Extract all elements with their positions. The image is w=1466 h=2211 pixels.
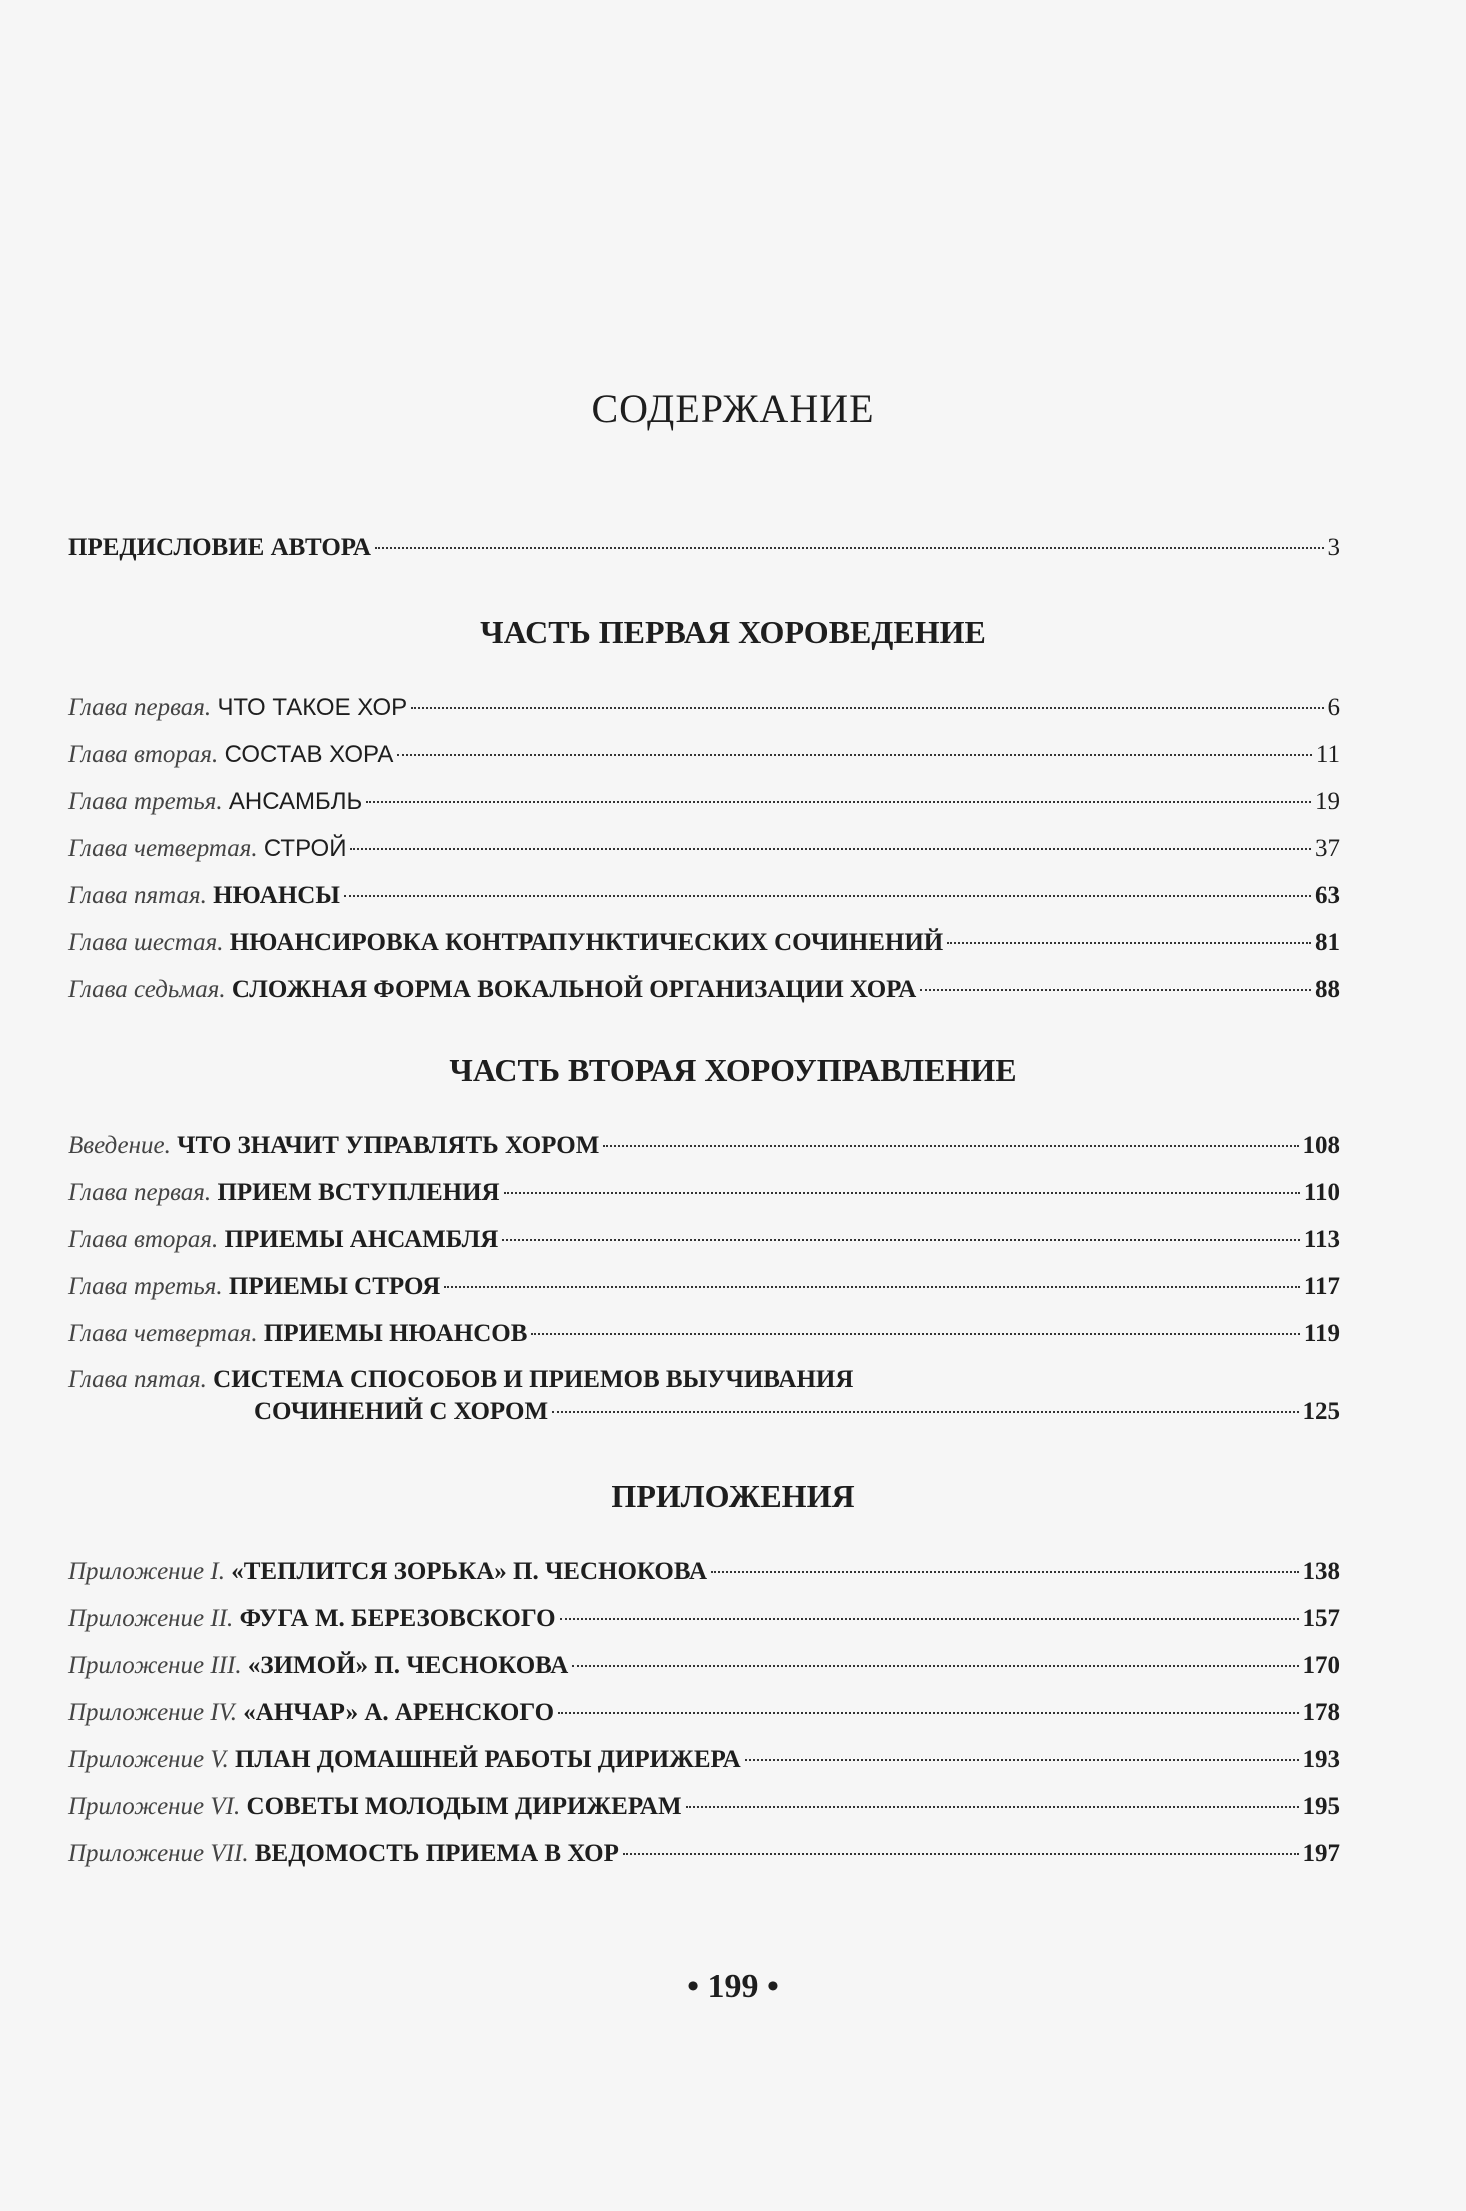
toc-entry [68, 692, 1340, 724]
entry-title: «АНЧАР» А. АРЕНСКОГО [243, 1699, 555, 1726]
entry-title: ВЕДОМОСТЬ ПРИЕМА В ХОР [254, 1840, 619, 1867]
page-number: 88 [1315, 976, 1340, 1003]
page-number: 138 [1302, 1558, 1340, 1585]
dot-leader [366, 801, 1311, 803]
page-number: 170 [1302, 1652, 1340, 1679]
page-number: 19 [1315, 788, 1340, 815]
part1-heading: ЧАСТЬ ПЕРВАЯ ХОРОВЕДЕНИЕ [480, 614, 986, 650]
appendix-heading: ПРИЛОЖЕНИЯ [611, 1478, 855, 1514]
dot-leader [397, 754, 1312, 756]
page-number: 193 [1302, 1746, 1340, 1773]
entry-prefix: Приложение III. [68, 1652, 242, 1679]
entry-prefix: Глава первая. [68, 694, 212, 721]
dot-leader [686, 1806, 1299, 1808]
dot-leader [531, 1333, 1299, 1335]
entry-label: ПРЕДИСЛОВИЕ АВТОРА [68, 534, 371, 561]
page-number: 81 [1315, 929, 1340, 956]
page-number: 108 [1302, 1132, 1340, 1159]
entry-title: НЮАНСИРОВКА КОНТРАПУНКТИЧЕСКИХ СОЧИНЕНИЙ [229, 929, 944, 956]
toc-entry [68, 1224, 1340, 1256]
toc-entry [68, 739, 1340, 771]
entry-prefix: Приложение VII. [68, 1840, 249, 1867]
page-number: 197 [1302, 1840, 1340, 1867]
toc-entry [68, 1650, 1340, 1682]
dot-leader [375, 547, 1324, 549]
toc-entry [68, 1791, 1340, 1823]
entry-title: ПРИЕМЫ АНСАМБЛЯ [224, 1226, 499, 1253]
page-number: 125 [1302, 1398, 1340, 1425]
entry-title: ПРИЕМЫ СТРОЯ [228, 1273, 441, 1300]
toc-entry-continuation [254, 1396, 1340, 1428]
page-number: 63 [1315, 882, 1340, 909]
entry-prefix: Глава третья. [68, 1273, 223, 1300]
entry-title: СТРОЙ [263, 835, 347, 862]
toc-entry [68, 1603, 1340, 1635]
entry-title: СОСТАВ ХОРА [224, 741, 394, 768]
page-number: 113 [1303, 1226, 1340, 1253]
dot-leader [344, 895, 1311, 897]
toc-entry [68, 880, 1340, 912]
dot-leader [560, 1618, 1299, 1620]
toc-entry [68, 1318, 1340, 1350]
entry-title: ПРИЕМЫ НЮАНСОВ [263, 1320, 528, 1347]
toc-entry [68, 1177, 1340, 1209]
entry-prefix: Глава третья. [68, 788, 223, 815]
dot-leader [558, 1712, 1298, 1714]
dot-leader [947, 942, 1311, 944]
toc-entry-multiline [68, 1364, 1340, 1396]
dot-leader [623, 1853, 1299, 1855]
toc-entry [68, 1271, 1340, 1303]
page-folio: • 199 • [687, 1968, 779, 2005]
entry-title: ПРИЕМ ВСТУПЛЕНИЯ [217, 1179, 500, 1206]
entry-prefix: Приложение I. [68, 1558, 225, 1585]
page-number: 11 [1315, 741, 1340, 768]
entry-prefix: Глава седьмая. [68, 976, 226, 1003]
entry-title: НЮАНСЫ [213, 882, 340, 909]
entry-title: АНСАМБЛЬ [228, 788, 363, 815]
page-number: 6 [1327, 694, 1340, 721]
page-title: СОДЕРЖАНИЕ [591, 386, 875, 431]
entry-title: «ЗИМОЙ» П. ЧЕСНОКОВА [247, 1652, 569, 1679]
toc-entry-preface [68, 532, 1340, 564]
page-number: 3 [1327, 534, 1340, 561]
part2-heading: ЧАСТЬ ВТОРАЯ ХОРОУПРАВЛЕНИЕ [449, 1052, 1017, 1088]
entry-prefix: Приложение IV. [68, 1699, 238, 1726]
toc-entry [68, 1838, 1340, 1870]
entry-title: ФУГА М. БЕРЕЗОВСКОГО [239, 1605, 556, 1632]
entry-prefix: Глава четвертая. [68, 1320, 258, 1347]
dot-leader [603, 1145, 1298, 1147]
page-number: 157 [1302, 1605, 1340, 1632]
dot-leader [444, 1286, 1300, 1288]
entry-prefix: Глава вторая. [68, 741, 219, 768]
entry-prefix: Приложение V. [68, 1746, 229, 1773]
page-number: 178 [1302, 1699, 1340, 1726]
toc-entry [68, 1697, 1340, 1729]
entry-title: СОВЕТЫ МОЛОДЫМ ДИРИЖЕРАМ [246, 1793, 682, 1820]
toc-entry [68, 927, 1340, 959]
entry-title-cont: СОЧИНЕНИЙ С ХОРОМ [254, 1398, 549, 1425]
entry-prefix: Глава четвертая. [68, 835, 258, 862]
entry-title: СИСТЕМА СПОСОБОВ И ПРИЕМОВ ВЫУЧИВАНИЯ [213, 1366, 854, 1393]
dot-leader [350, 848, 1311, 850]
page-number: 117 [1303, 1273, 1340, 1300]
dot-leader [504, 1192, 1300, 1194]
page-number: 37 [1315, 835, 1340, 862]
page-number: 119 [1303, 1320, 1340, 1347]
dot-leader [920, 989, 1311, 991]
toc-entry [68, 1744, 1340, 1776]
entry-prefix: Введение. [68, 1132, 171, 1159]
entry-prefix: Глава первая. [68, 1179, 212, 1206]
dot-leader [502, 1239, 1300, 1241]
dot-leader [745, 1759, 1299, 1761]
entry-prefix: Глава шестая. [68, 929, 224, 956]
entry-title: ПЛАН ДОМАШНЕЙ РАБОТЫ ДИРИЖЕРА [234, 1746, 741, 1773]
entry-prefix: Глава вторая. [68, 1226, 219, 1253]
entry-prefix: Глава пятая. [68, 882, 207, 909]
toc-entry [68, 974, 1340, 1006]
entry-title: ЧТО ТАКОЕ ХОР [217, 694, 408, 721]
toc-entry [68, 786, 1340, 818]
toc-entry [68, 1130, 1340, 1162]
entry-title: «ТЕПЛИТСЯ ЗОРЬКА» П. ЧЕСНОКОВА [231, 1558, 708, 1585]
entry-prefix: Приложение VI. [68, 1793, 241, 1820]
entry-prefix: Приложение II. [68, 1605, 234, 1632]
toc-entry [68, 833, 1340, 865]
page-number: 195 [1302, 1793, 1340, 1820]
dot-leader [711, 1571, 1298, 1573]
dot-leader [572, 1665, 1298, 1667]
dot-leader [411, 707, 1323, 709]
page-number: 110 [1303, 1179, 1340, 1206]
dot-leader [552, 1411, 1298, 1413]
toc-entry [68, 1556, 1340, 1588]
entry-title: ЧТО ЗНАЧИТ УПРАВЛЯТЬ ХОРОМ [177, 1132, 600, 1159]
entry-title: СЛОЖНАЯ ФОРМА ВОКАЛЬНОЙ ОРГАНИЗАЦИИ ХОРА [231, 976, 917, 1003]
entry-prefix: Глава пятая. [68, 1366, 207, 1393]
